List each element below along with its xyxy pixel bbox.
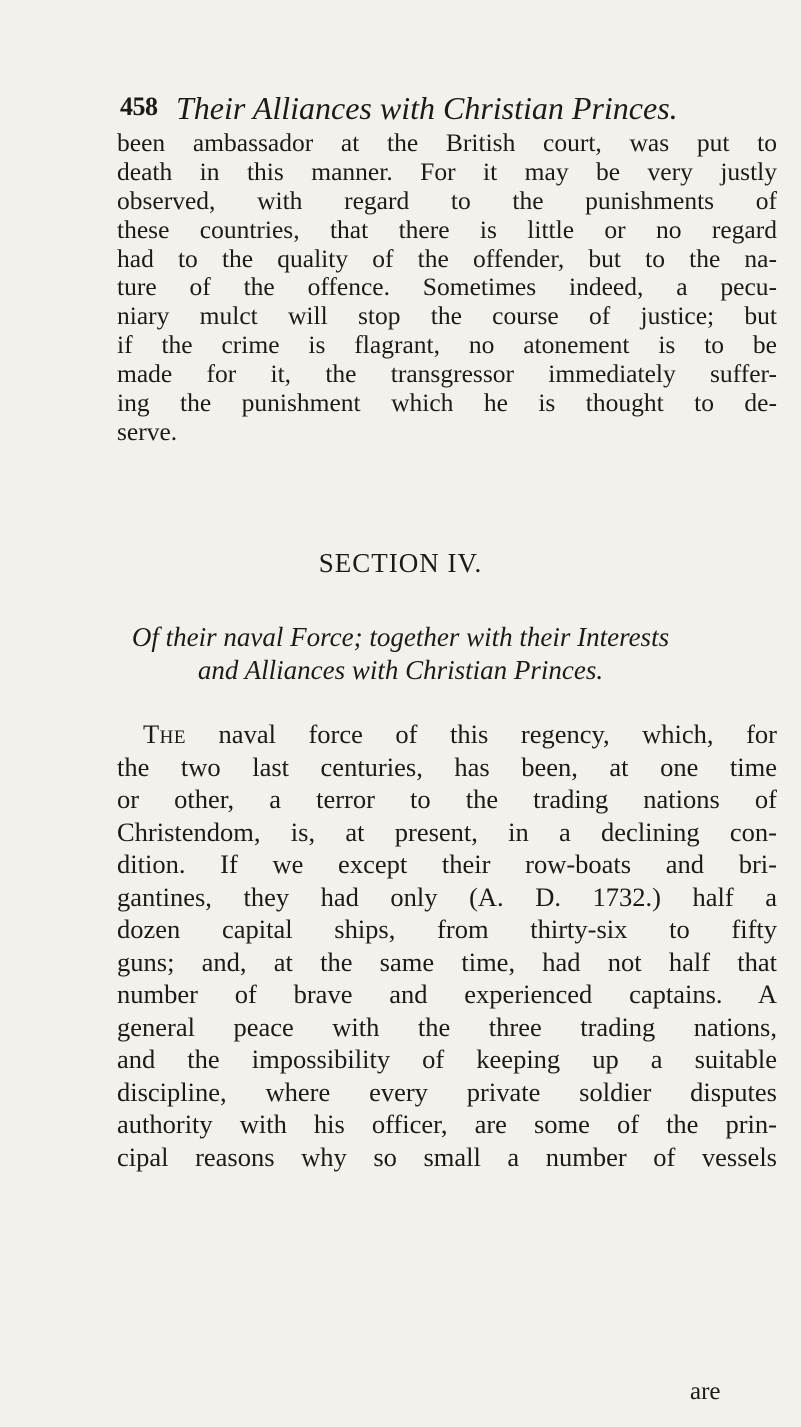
- paragraph-continued: [117, 129, 777, 447]
- first-text-line: [117, 718, 777, 751]
- text-line: made for it, the transgressor immediately suffer-: [117, 359, 777, 389]
- text-line: Christendom, is, at present, in a declining con-: [117, 816, 777, 847]
- text-line: ture of the offence. Sometimes indeed, a pecu-: [117, 272, 777, 302]
- paragraph-section-body: [117, 718, 777, 1173]
- section-subtitle-line-1: Of their naval Force; together with their Interests: [131, 622, 670, 652]
- text-line: ing the punishment which he is thought to de-: [117, 388, 777, 418]
- text-line: or other, a terror to the trading nations of: [117, 784, 777, 814]
- page-number: 458: [120, 92, 158, 121]
- catchword: are: [690, 1378, 721, 1405]
- text-line: authority with his officer, are some of the prin-: [117, 1109, 777, 1139]
- text-line: gantines, they had only (A. D. 1732.) half a: [117, 881, 777, 912]
- page-header: [120, 92, 740, 132]
- text-line: general peace with the three trading nations,: [117, 1011, 777, 1042]
- text-line: had to the quality of the offender, but to the na-: [117, 243, 777, 273]
- text-line: dozen capital ships, from thirty-six to fifty: [117, 914, 777, 944]
- text-line: observed, with regard to the punishments of: [117, 185, 777, 215]
- text-line: guns; and, at the same time, had not half that: [117, 946, 777, 977]
- text-line: if the crime is flagrant, no atonement is to be: [117, 330, 777, 360]
- text-line: niary mulct will stop the course of justice; but: [117, 301, 777, 331]
- text-line: death in this manner. For it may be very justly: [117, 156, 777, 186]
- text-line: discipline, where every private soldier disputes: [117, 1076, 777, 1107]
- text-line: been ambassador at the British court, was put to: [117, 128, 777, 157]
- drop-word: The: [143, 719, 187, 749]
- text-line: serve.: [117, 416, 178, 446]
- running-head: Their Alliances with Christian Princes.: [176, 90, 678, 126]
- section-subtitle-line-2: and Alliances with Christian Princes.: [197, 655, 604, 685]
- first-line-text: naval force of this regency, which, for: [186, 719, 777, 749]
- text-line: the two last centuries, has been, at one time: [117, 751, 777, 782]
- section-heading: SECTION IV.: [318, 548, 483, 578]
- text-line: number of brave and experienced captains. A: [117, 979, 777, 1009]
- text-line: and the impossibility of keeping up a suitable: [117, 1044, 777, 1074]
- text-line: dition. If we except their row-boats and bri-: [117, 849, 777, 879]
- text-line: cipal reasons why so small a number of vessels: [117, 1141, 777, 1172]
- text-line: these countries, that there is little or no regard: [117, 214, 777, 244]
